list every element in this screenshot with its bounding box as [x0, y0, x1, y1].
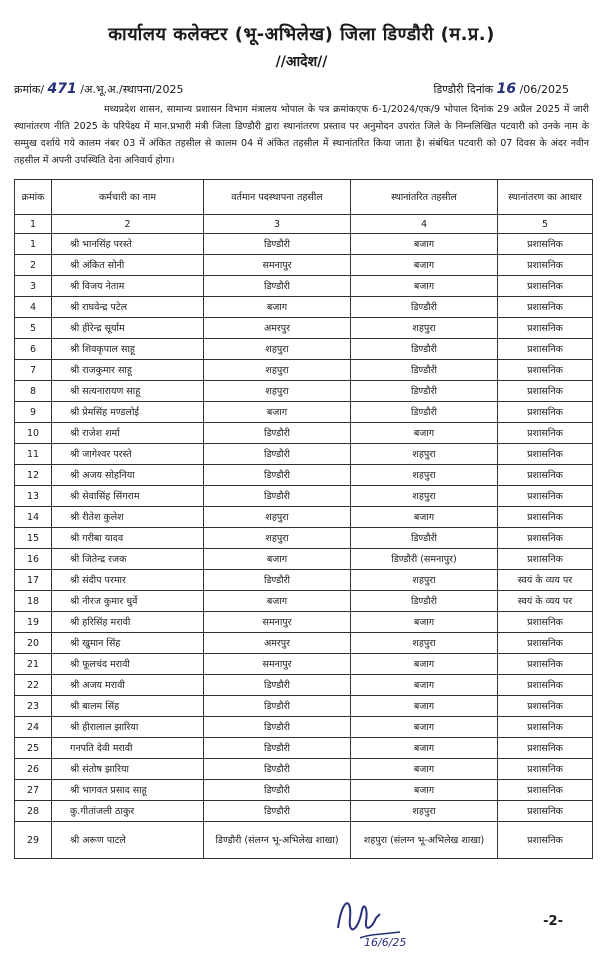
table-row: [15, 549, 593, 570]
row-serial: 19: [15, 612, 52, 633]
transfer-basis: प्रशासनिक: [498, 633, 593, 654]
header-current-tehsil: वर्तमान पदस्थापना तहसील: [204, 180, 351, 215]
employee-name: श्री हरिसिंह मरावी: [52, 612, 204, 633]
transfer-basis: प्रशासनिक: [498, 738, 593, 759]
order-number-handwritten: 471: [47, 81, 77, 97]
transfer-basis: प्रशासनिक: [498, 318, 593, 339]
row-serial: 2: [15, 255, 52, 276]
table-row: [15, 738, 593, 759]
column-index: 1: [15, 215, 52, 234]
transfer-basis: प्रशासनिक: [498, 549, 593, 570]
current-tehsil: समनापुर: [204, 255, 351, 276]
row-serial: 7: [15, 360, 52, 381]
employee-name: श्री सेवासिंह सिंगराम: [52, 486, 204, 507]
order-date-label: डिण्डौरी दिनांक: [433, 83, 494, 96]
current-tehsil: डिण्डौरी: [204, 759, 351, 780]
employee-name: श्री अंकित सोनी: [52, 255, 204, 276]
table-row: [15, 255, 593, 276]
transfer-basis: प्रशासनिक: [498, 339, 593, 360]
row-serial: 21: [15, 654, 52, 675]
table-row: [15, 297, 593, 318]
transferred-tehsil: बजाग: [351, 654, 498, 675]
current-tehsil: शहपुरा: [204, 507, 351, 528]
transferred-tehsil: शहपुरा: [351, 465, 498, 486]
table-row: [15, 234, 593, 255]
current-tehsil: डिण्डौरी: [204, 570, 351, 591]
current-tehsil: समनापुर: [204, 654, 351, 675]
row-serial: 25: [15, 738, 52, 759]
table-row: [15, 570, 593, 591]
row-serial: 3: [15, 276, 52, 297]
transfer-basis: प्रशासनिक: [498, 486, 593, 507]
transferred-tehsil: डिण्डौरी: [351, 591, 498, 612]
row-serial: 5: [15, 318, 52, 339]
transferred-tehsil: बजाग: [351, 780, 498, 801]
employee-name: श्री नीरज कुमार धुर्वे: [52, 591, 204, 612]
employee-name: श्री हीरालाल झारिया: [52, 717, 204, 738]
transfer-basis: प्रशासनिक: [498, 444, 593, 465]
transferred-tehsil: डिण्डौरी: [351, 528, 498, 549]
transferred-tehsil: बजाग: [351, 276, 498, 297]
employee-name: श्री गरीबा यादव: [52, 528, 204, 549]
row-serial: 14: [15, 507, 52, 528]
row-serial: 20: [15, 633, 52, 654]
reference-line: [14, 79, 589, 99]
transferred-tehsil: बजाग: [351, 675, 498, 696]
current-tehsil: डिण्डौरी: [204, 696, 351, 717]
transfer-basis: प्रशासनिक: [498, 759, 593, 780]
table-row: [15, 444, 593, 465]
transfer-basis: प्रशासनिक: [498, 234, 593, 255]
transfer-basis: प्रशासनिक: [498, 360, 593, 381]
current-tehsil: डिण्डौरी: [204, 486, 351, 507]
current-tehsil: अमरपुर: [204, 318, 351, 339]
transferred-tehsil: डिण्डौरी (समनापुर): [351, 549, 498, 570]
current-tehsil: बजाग: [204, 402, 351, 423]
transfer-basis: प्रशासनिक: [498, 822, 593, 859]
current-tehsil: बजाग: [204, 297, 351, 318]
transferred-tehsil: शहपुरा: [351, 570, 498, 591]
employee-name: श्री अजय सोहनिया: [52, 465, 204, 486]
employee-name: श्री जागेश्वर परस्ते: [52, 444, 204, 465]
row-serial: 1: [15, 234, 52, 255]
column-index-row: [15, 215, 593, 234]
row-serial: 17: [15, 570, 52, 591]
transferred-tehsil: बजाग: [351, 696, 498, 717]
page-number: -2-: [543, 914, 563, 929]
transferred-tehsil: डिण्डौरी: [351, 402, 498, 423]
current-tehsil: बजाग: [204, 591, 351, 612]
transferred-tehsil: बजाग: [351, 507, 498, 528]
employee-name: श्री जितेन्द्र रजक: [52, 549, 204, 570]
transferred-tehsil: बजाग: [351, 255, 498, 276]
current-tehsil: डिण्डौरी (संलग्न भू-अभिलेख शाखा): [204, 822, 351, 859]
column-index: 2: [52, 215, 204, 234]
column-index: 5: [498, 215, 593, 234]
office-title: कार्यालय कलेक्टर (भू-अभिलेख) जिला डिण्डौरी (म.प्र.): [108, 24, 495, 45]
table-row: [15, 486, 593, 507]
employee-name: कु.गीतांजली ठाकुर: [52, 801, 204, 822]
transferred-tehsil: डिण्डौरी: [351, 381, 498, 402]
order-date: [433, 81, 569, 97]
row-serial: 11: [15, 444, 52, 465]
current-tehsil: डिण्डौरी: [204, 780, 351, 801]
current-tehsil: डिण्डौरी: [204, 234, 351, 255]
transferred-tehsil: बजाग: [351, 717, 498, 738]
employee-name: श्री भानसिंह परस्ते: [52, 234, 204, 255]
row-serial: 29: [15, 822, 52, 859]
employee-name: श्री राजेश शर्मा: [52, 423, 204, 444]
transferred-tehsil: बजाग: [351, 234, 498, 255]
table-row: [15, 696, 593, 717]
transferred-tehsil: डिण्डौरी: [351, 360, 498, 381]
employee-name: श्री संदीप परमार: [52, 570, 204, 591]
row-serial: 22: [15, 675, 52, 696]
table-row: [15, 591, 593, 612]
table-row: [15, 654, 593, 675]
transfer-basis: प्रशासनिक: [498, 465, 593, 486]
table-row: [15, 318, 593, 339]
transferred-tehsil: बजाग: [351, 759, 498, 780]
row-serial: 12: [15, 465, 52, 486]
row-serial: 28: [15, 801, 52, 822]
transferred-tehsil: डिण्डौरी: [351, 339, 498, 360]
table-row: [15, 780, 593, 801]
header-transfer-basis: स्थानांतरण का आधार: [498, 180, 593, 215]
order-date-day-handwritten: 16: [496, 81, 517, 97]
table-row: [15, 528, 593, 549]
employee-name: श्री अरूण पाटले: [52, 822, 204, 859]
transferred-tehsil: शहपुरा: [351, 801, 498, 822]
header-transferred-tehsil: स्थानांतरित तहसील: [351, 180, 498, 215]
column-index: 3: [204, 215, 351, 234]
table-row: [15, 717, 593, 738]
employee-name: श्री खुमान सिंह: [52, 633, 204, 654]
transfer-table: [14, 179, 593, 859]
transfer-basis: प्रशासनिक: [498, 423, 593, 444]
transfer-basis: प्रशासनिक: [498, 297, 593, 318]
transferred-tehsil: बजाग: [351, 423, 498, 444]
transferred-tehsil: शहपुरा: [351, 318, 498, 339]
current-tehsil: अमरपुर: [204, 633, 351, 654]
transfer-basis: स्वयं के व्यय पर: [498, 591, 593, 612]
transferred-tehsil: बजाग: [351, 738, 498, 759]
transfer-basis: स्वयं के व्यय पर: [498, 570, 593, 591]
row-serial: 6: [15, 339, 52, 360]
current-tehsil: डिण्डौरी: [204, 276, 351, 297]
current-tehsil: डिण्डौरी: [204, 444, 351, 465]
employee-name: श्री हीरेन्द्र सूर्याम: [52, 318, 204, 339]
row-serial: 23: [15, 696, 52, 717]
signature-mark: [330, 888, 410, 948]
order-number-suffix: /अ.भू.अ./स्थापना/2025: [80, 83, 184, 96]
transfer-basis: प्रशासनिक: [498, 801, 593, 822]
employee-name: श्री अजय मरावी: [52, 675, 204, 696]
order-number-label: क्रमांक/: [14, 83, 45, 96]
current-tehsil: डिण्डौरी: [204, 717, 351, 738]
employee-name: श्री भागवत प्रसाद साहू: [52, 780, 204, 801]
transfer-basis: प्रशासनिक: [498, 696, 593, 717]
employee-name: श्री बालम सिंह: [52, 696, 204, 717]
header-employee-name: कर्मचारी का नाम: [52, 180, 204, 215]
current-tehsil: शहपुरा: [204, 528, 351, 549]
transfer-basis: प्रशासनिक: [498, 276, 593, 297]
table-row: [15, 507, 593, 528]
current-tehsil: डिण्डौरी: [204, 675, 351, 696]
transfer-basis: प्रशासनिक: [498, 381, 593, 402]
table-row: [15, 801, 593, 822]
transfer-basis: प्रशासनिक: [498, 654, 593, 675]
table-row: [15, 675, 593, 696]
table-row: [15, 465, 593, 486]
transferred-tehsil: डिण्डौरी: [351, 297, 498, 318]
employee-name: श्री संतोष झारिया: [52, 759, 204, 780]
table-row: [15, 381, 593, 402]
current-tehsil: शहपुरा: [204, 381, 351, 402]
transfer-basis: प्रशासनिक: [498, 402, 593, 423]
transferred-tehsil: शहपुरा: [351, 444, 498, 465]
table-row: [15, 360, 593, 381]
row-serial: 15: [15, 528, 52, 549]
transfer-basis: प्रशासनिक: [498, 612, 593, 633]
transfer-basis: प्रशासनिक: [498, 675, 593, 696]
employee-name: श्री राजकुमार साहू: [52, 360, 204, 381]
transferred-tehsil: शहपुरा: [351, 486, 498, 507]
transfer-basis: प्रशासनिक: [498, 507, 593, 528]
table-row: [15, 633, 593, 654]
employee-name: श्री प्रेमसिंह मण्डलोई: [52, 402, 204, 423]
current-tehsil: डिण्डौरी: [204, 738, 351, 759]
transfer-table-body: [15, 234, 593, 859]
table-row: [15, 759, 593, 780]
table-row: [15, 339, 593, 360]
transferred-tehsil: शहपुरा (संलग्न भू-अभिलेख शाखा): [351, 822, 498, 859]
transferred-tehsil: शहपुरा: [351, 633, 498, 654]
transfer-basis: प्रशासनिक: [498, 717, 593, 738]
table-row: [15, 423, 593, 444]
row-serial: 10: [15, 423, 52, 444]
row-serial: 26: [15, 759, 52, 780]
transferred-tehsil: बजाग: [351, 612, 498, 633]
current-tehsil: बजाग: [204, 549, 351, 570]
current-tehsil: डिण्डौरी: [204, 423, 351, 444]
employee-name: श्री रीतेश कुलेश: [52, 507, 204, 528]
row-serial: 18: [15, 591, 52, 612]
table-row: [15, 276, 593, 297]
employee-name: गनपति देवी मरावी: [52, 738, 204, 759]
table-row: [15, 822, 593, 859]
row-serial: 8: [15, 381, 52, 402]
order-date-rest: /06/2025: [519, 83, 569, 96]
row-serial: 27: [15, 780, 52, 801]
transfer-basis: प्रशासनिक: [498, 528, 593, 549]
row-serial: 13: [15, 486, 52, 507]
table-header-row: [15, 180, 593, 215]
table-row: [15, 402, 593, 423]
current-tehsil: शहपुरा: [204, 339, 351, 360]
table-row: [15, 612, 593, 633]
row-serial: 24: [15, 717, 52, 738]
order-body-text: मध्यप्रदेश शासन, सामान्य प्रशासन विभाग मंत्रालय भोपाल के पत्र क्रमांकएफ 6-1/2024/एक/9 भोपाल दिनांक 29 अप्रैल 2025 में जारी स्थानांतरण नीति 2025 के परिपेक्ष्य में मान.प्रभारी मंत्री जिला डिण्डौरी द्वारा स्थानांतरण प्रस्ताव पर अनुमोदन उपरांत जिले के निम्नलिखित पटवारी को उनके नाम के सम्मुख दर्शाये गये कालम नंबर 03 में अंकित तहसील से कालम 04 में अंकित तहसील में स्थानांतरित किया जाता है। संबंधित पटवारी को 07 दिवस के अंदर नवीन तहसील में अपनी उपस्थिति देना अनिवार्य होगा।: [14, 104, 589, 166]
row-serial: 4: [15, 297, 52, 318]
row-serial: 16: [15, 549, 52, 570]
current-tehsil: डिण्डौरी: [204, 801, 351, 822]
header-serial: क्रमांक: [15, 180, 52, 215]
transfer-basis: प्रशासनिक: [498, 780, 593, 801]
order-number: [14, 81, 184, 97]
row-serial: 9: [15, 402, 52, 423]
order-heading: //आदेश//: [275, 54, 328, 70]
employee-name: श्री शिवकृपाल साहू: [52, 339, 204, 360]
employee-name: श्री सत्यनारायण साहू: [52, 381, 204, 402]
column-index: 4: [351, 215, 498, 234]
current-tehsil: डिण्डौरी: [204, 465, 351, 486]
employee-name: श्री राघवेन्द्र पटेल: [52, 297, 204, 318]
signature-date: 16/6/25: [364, 936, 407, 948]
employee-name: श्री फूलचंद मरावी: [52, 654, 204, 675]
transfer-basis: प्रशासनिक: [498, 255, 593, 276]
employee-name: श्री विजय नेताम: [52, 276, 204, 297]
current-tehsil: शहपुरा: [204, 360, 351, 381]
current-tehsil: समनापुर: [204, 612, 351, 633]
